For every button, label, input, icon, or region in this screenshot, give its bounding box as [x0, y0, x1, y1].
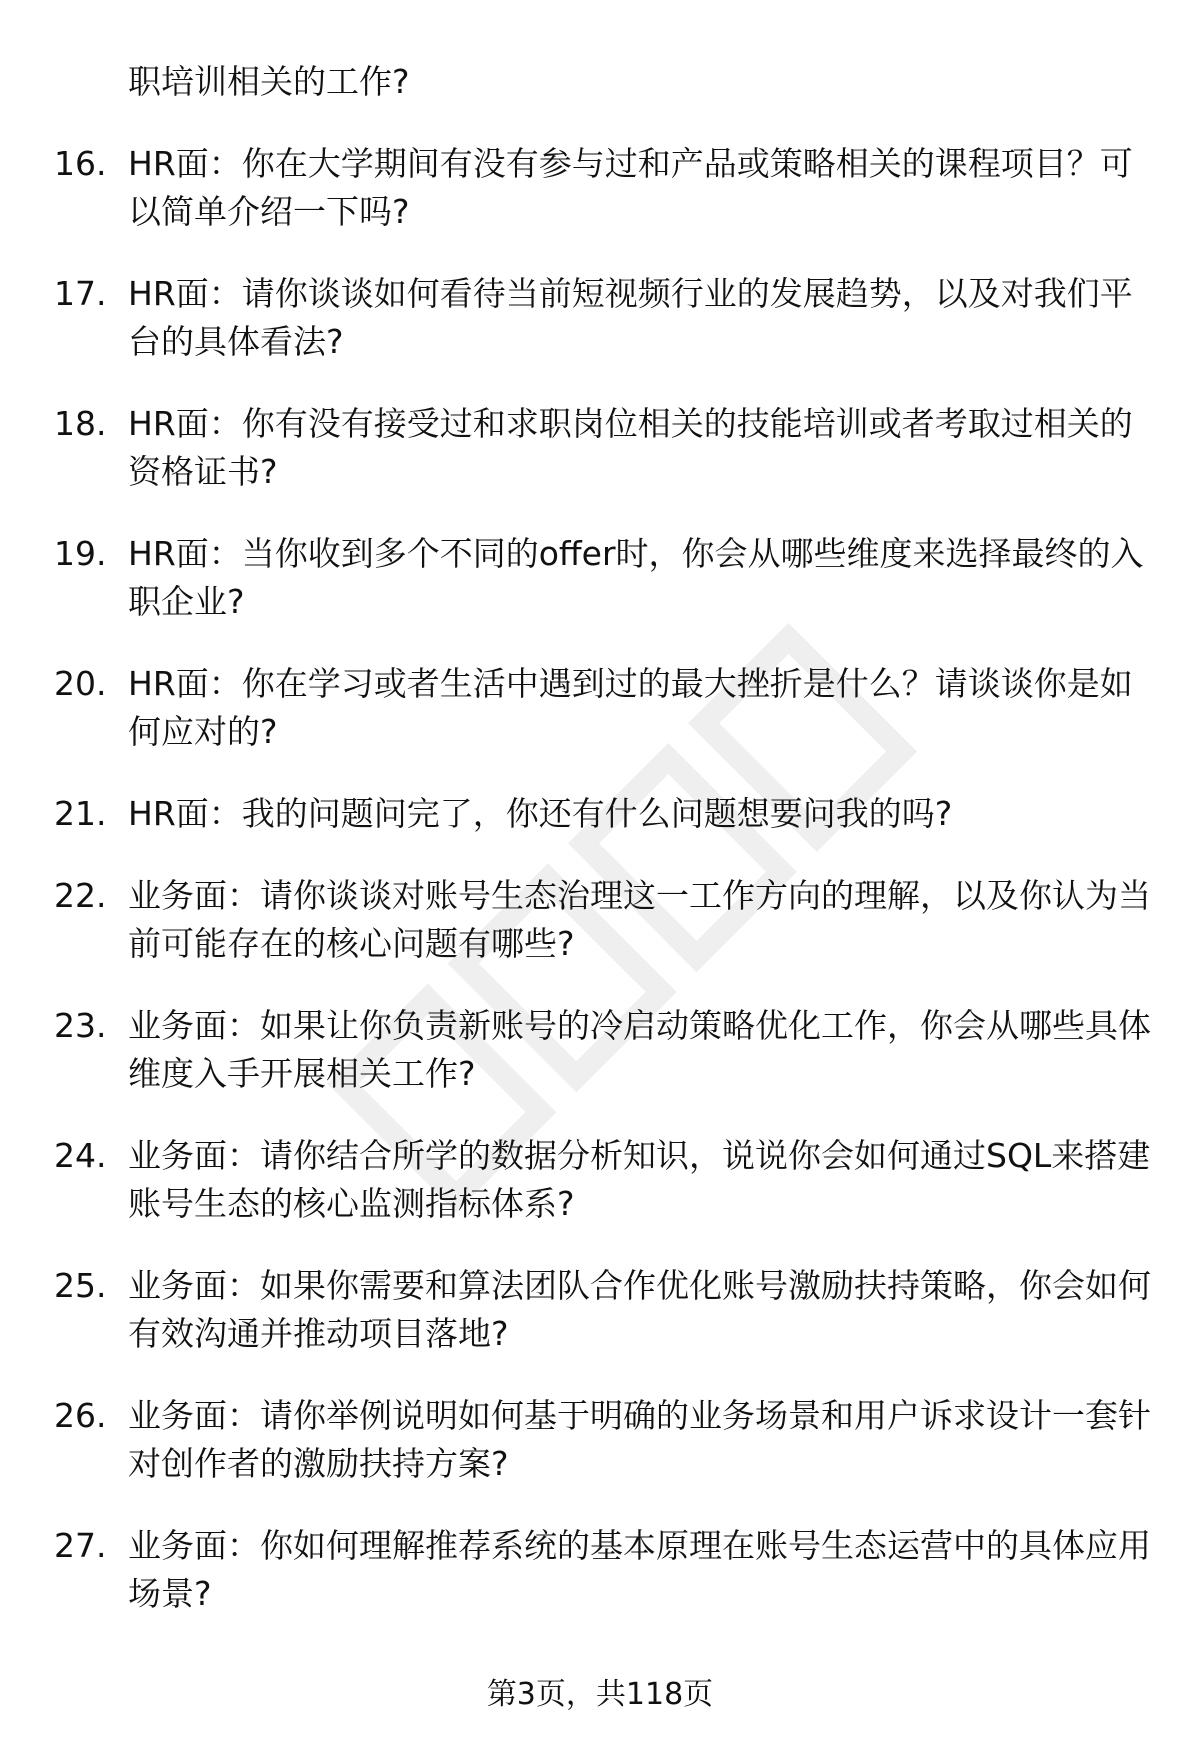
- question-text: HR面：你有没有接受过和求职岗位相关的技能培训或者考取过相关的资格证书?: [128, 404, 1133, 491]
- question-item: [54, 1522, 1154, 1618]
- question-number: 26.: [54, 1396, 107, 1435]
- question-item: [54, 660, 1154, 756]
- question-text: 业务面：请你谈谈对账号生态治理这一工作方向的理解，以及你认为当前可能存在的核心问题有哪些?: [128, 876, 1151, 963]
- page-footer: 第3页，共118页: [486, 1677, 714, 1712]
- question-number: 18.: [54, 404, 107, 443]
- question-number: 21.: [54, 794, 107, 833]
- question-number: 19.: [54, 534, 107, 573]
- question-text: HR面：你在大学期间有没有参与过和产品或策略相关的课程项目？可以简单介绍一下吗?: [128, 144, 1133, 231]
- question-item: [54, 1262, 1154, 1358]
- question-text: 业务面：请你结合所学的数据分析知识，说说你会如何通过SQL来搭建账号生态的核心监测指标体系?: [128, 1136, 1151, 1223]
- question-item: [54, 790, 1154, 838]
- question-text: HR面：当你收到多个不同的offer时，你会从哪些维度来选择最终的入职企业?: [128, 534, 1144, 621]
- question-item: [54, 1002, 1154, 1098]
- continuation-line: 职培训相关的工作?: [128, 62, 410, 101]
- question-number: 23.: [54, 1006, 107, 1045]
- question-item: [54, 530, 1154, 626]
- question-text: 业务面：请你举例说明如何基于明确的业务场景和用户诉求设计一套针对创作者的激励扶持方案?: [128, 1396, 1151, 1483]
- question-number: 27.: [54, 1526, 107, 1565]
- question-list: [54, 58, 1154, 1652]
- question-text: 业务面：你如何理解推荐系统的基本原理在账号生态运营中的具体应用场景?: [128, 1526, 1151, 1613]
- question-number: 16.: [54, 144, 107, 183]
- question-number: 20.: [54, 664, 107, 703]
- question-item: [54, 140, 1154, 236]
- question-number: 25.: [54, 1266, 107, 1305]
- question-item: [54, 400, 1154, 496]
- question-text: HR面：我的问题问完了，你还有什么问题想要问我的吗?: [128, 794, 953, 833]
- question-text: HR面：你在学习或者生活中遇到过的最大挫折是什么？请谈谈你是如何应对的?: [128, 664, 1133, 751]
- question-item: [54, 270, 1154, 366]
- question-item: [54, 1132, 1154, 1228]
- question-text: 业务面：如果你需要和算法团队合作优化账号激励扶持策略，你会如何有效沟通并推动项目落地?: [128, 1266, 1151, 1353]
- question-number: 22.: [54, 876, 107, 915]
- question-number: 17.: [54, 274, 107, 313]
- question-text: HR面：请你谈谈如何看待当前短视频行业的发展趋势，以及对我们平台的具体看法?: [128, 274, 1133, 361]
- question-number: 24.: [54, 1136, 107, 1175]
- question-item: [54, 872, 1154, 968]
- question-text: 业务面：如果让你负责新账号的冷启动策略优化工作，你会从哪些具体维度入手开展相关工作?: [128, 1006, 1151, 1093]
- question-item: [54, 1392, 1154, 1488]
